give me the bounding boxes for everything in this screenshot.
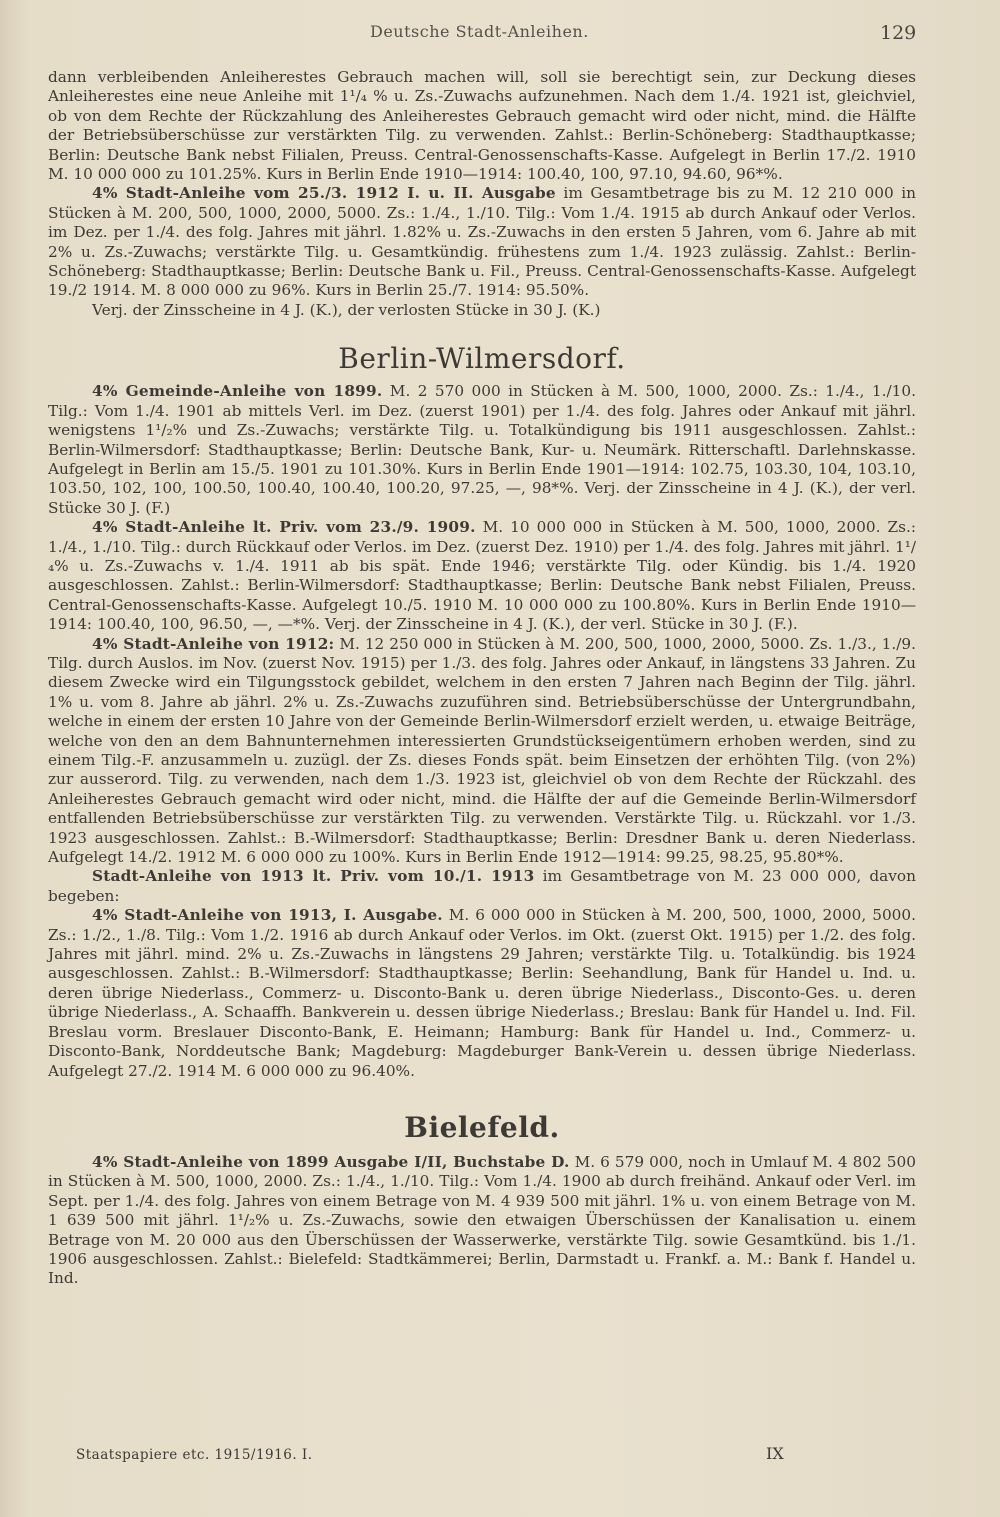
entry-text: M. 6 579 000, noch in Umlauf M. 4 802 500 in Stücken à M. 500, 1000, 2000. Zs.: 1./4., 1./10. Tilg.: Vom 1./4. 1900 ab durch freihänd. Ankauf oder Verl. im Sept. per 1./4. des folg. Jahres von einem Betrage von M. 4 939 500 mit jährl. 1% u. von einem Betrage von M. 1 639 500 mit jährl. 1¹/₂% u. Zs.-Zuwachs, sowie den etwaigen Überschüssen der Kanalisation u. einem Betrage von M. 20 000 aus den Überschüssen der Wasserwerke, verstärkte Tilg. sowie Gesamtkünd. bis 1./1. 1906 ausgeschlossen. Zahlst.: Bielefeld: Stadtkämmerei; Berlin, Darmstadt u. Frankf. a. M.: Bank f. Handel u. Ind. [48,1152,916,1288]
entry-title: 4% Gemeinde-Anleihe von 1899. [92,382,383,401]
running-head [0,20,1000,50]
paragraph-bielefeld-1899 [48,1153,916,1289]
entry-text: M. 6 000 000 in Stücken à M. 200, 500, 1000, 2000, 5000. Zs.: 1./2., 1./8. Tilg.: Vom 1./2. 1916 ab durch Ankauf oder Verlos. im Okt. (zuerst Okt. 1915) per 1./2. des folg. Jahres mit jährl. mind. 2% u. Zs.-Zuwachs in längstens 29 Jahren; verstärkte Tilg. u. Totalkündig. bis 1924 ausgeschlossen. Zahlst.: B.-Wilmersdorf: Stadthauptkasse; Berlin: Seehandlung, Bank für Handel u. Ind. u. deren übrige Niederlass., Commerz- u. Disconto-Bank u. deren übrige Niederlass., Disconto-Ges. u. deren übrige Niederlass., A. Schaaffh. Bankverein u. dessen übrige Niederlass.; Breslau: Bank für Handel u. Ind. Fil. Breslau vorm. Breslauer Disconto-Bank, E. Heimann; Hamburg: Bank für Handel u. Ind., Commerz- u. Disconto-Bank, Norddeutsche Bank; Magdeburg: Magdeburger Bank-Verein u. dessen übrige Niederlass. Aufgelegt 27./2. 1914 M. 6 000 000 zu 96.40%. [48,906,917,1080]
page-number: 129 [880,22,917,44]
section-heading-bielefeld: Bielefeld. [404,1110,560,1144]
entry-title: 4% Stadt-Anleihe vom 25./3. 1912 I. u. II. Ausgabe [92,184,556,203]
entry-title: 4% Stadt-Anleihe von 1912: [92,634,335,653]
entry-text: im Gesamtbetrage bis zu M. 12 210 000 in Stücken à M. 200, 500, 1000, 2000, 5000. Zs.: 1./4., 1./10. Tilg.: Vom 1./4. 1915 ab durch Ankauf oder Verlos. im Dez. per 1./4. des folg. Jahres mit jährl. 1.82% u. Zs.-Zuwachs in den ersten 5 Jahren, vom 6. Jahre ab mit 2% u. Zs.-Zuwachs; verstärkte Tilg. u. Gesamtkündig. frühestens zum 1./4. 1923 zulässig. Zahlst.: Berlin-Schöneberg: Stadthauptkasse; Berlin: Deutsche Bank u. Fil., Preuss. Central-Genossenschafts-Kasse. Aufgelegt 19./2 1914. M. 8 000 000 zu 96%. Kurs in Berlin 25./7. 1914: 95.50%. [48,184,916,300]
paragraph-stadt-anleihe-1913 [48,867,916,906]
paragraph-continuation: dann verbleibenden Anleiherestes Gebrauch machen will, soll sie berechtigt sein, zur Deckung dieses Anleiherestes eine neue Anleihe mit 1¹/₄ % u. Zs.-Zuwachs aufzunehmen. Nach dem 1./4. 1921 ist, gleichviel, ob von dem Rechte der Rückzahlung des Anleiherestes Gebrauch gemacht wird oder nicht, mind. die Hälfte der Betriebsüberschüsse zur verstärkten Tilg. zu verwenden. Zahlst.: Berlin-Schöneberg: Stadthauptkasse; Berlin: Deutsche Bank nebst Filialen, Preuss. Central-Genossenschafts-Kasse. Aufgelegt in Berlin 17./2. 1910 M. 10 000 000 zu 101.25%. Kurs in Berlin Ende 1910—1914: 100.40, 100, 97.10, 94.60, 96*%. [48,68,916,184]
running-title: Deutsche Stadt-Anleihen. [370,22,589,41]
paragraph-stadt-anleihe-1913-ausgabe-1 [48,906,916,1081]
entry-title: 4% Stadt-Anleihe lt. Priv. vom 23./9. 1909. [92,518,476,537]
entry-text: M. 10 000 000 in Stücken à M. 500, 1000, 2000. Zs.: 1./4., 1./10. Tilg.: durch Rückkauf oder Verlos. im Dez. (zuerst Dez. 1910) per 1./4. des folg. Jahres mit jährl. 1¹/₄% u. Zs.-Zuwachs v. 1./4. 1911 ab bis spät. Ende 1946; verstärkte Tilg. oder Kündig. bis 1./4. 1920 ausgeschlossen. Zahlst.: Berlin-Wilmersdorf: Stadthauptkasse; Berlin: Deutsche Bank nebst Filialen, Preuss. Central-Genossenschafts-Kasse. Aufgelegt 10./5. 1910 M. 10 000 000 zu 100.80%. Kurs in Berlin Ende 1910—1914: 100.40, 100, 96.50, —, —*%. Verj. der Zinsscheine in 4 J. (K.), der verl. Stücke in 30 J. (F.). [48,518,916,634]
paragraph-anleihe-1912 [48,184,916,300]
section-heading-wilmersdorf: Berlin-Wilmersdorf. [338,342,626,376]
footer-signature: Staatspapiere etc. 1915/1916. I. [76,1447,313,1463]
entry-text: im Gesamtbetrage von M. 23 000 000, davon begeben: [48,867,916,905]
paragraph-gemeinde-anleihe-1899 [48,382,916,518]
body-text [48,68,916,1289]
paragraph-stadt-anleihe-1909 [48,518,916,634]
entry-text: M. 2 570 000 in Stücken à M. 500, 1000, 2000. Zs.: 1./4., 1./10. Tilg.: Vom 1./4. 1901 ab mittels Verl. im Dez. (zuerst 1901) per 1./4. des folg. Jahres oder Ankauf mit jährl. wenigstens 1¹/₂% und Zs.-Zuwachs; verstärkte Tilg. u. Totalkündigung bis 1911 ausgeschlossen. Zahlst.: Berlin-Wilmersdorf: Stadthauptkasse; Berlin: Deutsche Bank, Kur- u. Neumärk. Ritterschaftl. Darlehnskasse. Aufgelegt in Berlin am 15./5. 1901 zu 101.30%. Kurs in Berlin Ende 1901—1914: 102.75, 103.30, 104, 103.10, 103.50, 102, 100, 100.50, 100.40, 100.40, 100.20, 97.25, —, 98*%. Verj. der Zinsscheine in 4 J. (K.), der verl. Stücke 30 J. (F.) [48,382,916,517]
paragraph-stadt-anleihe-1912 [48,635,916,868]
paragraph-verjaehrung: Verj. der Zinsscheine in 4 J. (K.), der verlosten Stücke in 30 J. (K.) [92,300,601,319]
entry-title: 4% Stadt-Anleihe von 1913, I. Ausgabe. [92,906,443,925]
entry-title: 4% Stadt-Anleihe von 1899 Ausgabe I/II, Buchstabe D. [92,1152,570,1171]
entry-title: Stadt-Anleihe von 1913 lt. Priv. vom 10./1. 1913 [92,867,535,886]
entry-text: M. 12 250 000 in Stücken à M. 200, 500, 1000, 2000, 5000. Zs. 1./3., 1./9. Tilg. durch Auslos. im Nov. (zuerst Nov. 1915) per 1./3. des folg. Jahres oder Ankauf, in längstens 33 Jahren. Zu diesem Zwecke wird ein Tilgungsstock gebildet, welchem in den ersten 7 Jahren nach Beginn der Tilg. jährl. 1% u. vom 8. Jahre ab jährl. 2% u. Zs.-Zuwachs zuzuführen sind. Betriebsüberschüsse der Untergrundbahn, welche in einem der ersten 10 Jahre von der Gemeinde Berlin-Wilmersdorf erzielt werden, u. etwaige Beiträge, welche von den an dem Bahnunternehmen interessierten Grundstückseigentümern erhoben werden, sind zu einem Tilg.-F. anzusammeln u. zuzügl. der Zs. dieses Fonds spät. beim Einsetzen der erhöhten Tilg. (von 2%) zur ausserord. Tilg. zu verwenden, nach dem 1./3. 1923 ist, gleichviel ob von dem Rechte der Rückzahl. des Anleiherestes Gebrauch gemacht wird oder nicht, mind. die Hälfte der auf die Gemeinde Berlin-Wilmersdorf entfallenden Betriebsüberschüsse zur verstärkten Tilg. zu verwenden. Verstärkte Tilg. u. Rückzahl. vor 1./3. 1923 ausgeschlossen. Zahlst.: B.-Wilmersdorf: Stadthauptkasse; Berlin: Dresdner Bank u. deren Niederlass. Aufgelegt 14./2. 1912 M. 6 000 000 zu 100%. Kurs in Berlin Ende 1912—1914: 99.25, 98.25, 95.80*%. [48,634,916,867]
page-footer [76,1444,906,1469]
footer-sheet-mark: IX [766,1444,784,1463]
